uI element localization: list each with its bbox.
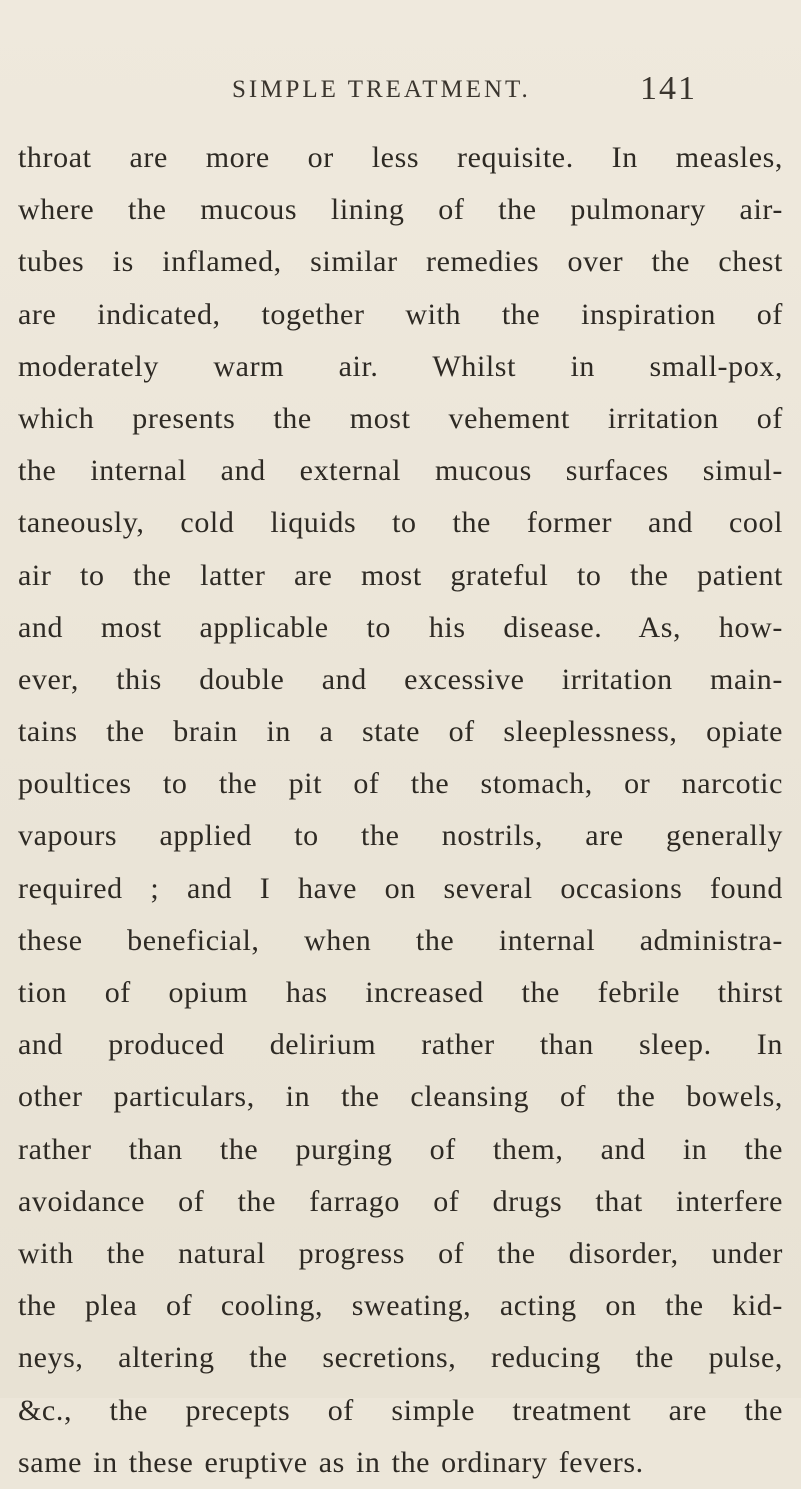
text-line: these beneficial, when the internal administra-	[18, 923, 783, 957]
page-number: 141	[640, 70, 697, 107]
text-line: rather than the purging of them, and in the	[18, 1132, 783, 1166]
text-line: same in these eruptive as in the ordinary fevers.	[18, 1445, 644, 1479]
text-line: are indicated, together with the inspiration of	[18, 297, 783, 331]
body-text	[18, 132, 783, 1489]
text-line: tion of opium has increased the febrile thirst	[18, 976, 783, 1009]
text-line: the internal and external mucous surfaces simul-	[18, 454, 783, 488]
text-line: vapours applied to the nostrils, are generally	[18, 819, 783, 853]
text-line: moderately warm air. Whilst in small-pox,	[18, 349, 783, 383]
text-line: &c., the precepts of simple treatment are the	[18, 1393, 783, 1427]
text-line: which presents the most vehement irritation of	[18, 401, 783, 435]
text-line: other particulars, in the cleansing of the bowels,	[18, 1080, 783, 1114]
text-line: throat are more or less requisite. In measles,	[18, 141, 783, 174]
text-line: neys, altering the secretions, reducing the pulse,	[18, 1341, 783, 1375]
text-line: required ; and I have on several occasions found	[18, 871, 783, 905]
text-line: taneously, cold liquids to the former and cool	[18, 506, 783, 540]
text-line: and produced delirium rather than sleep. In	[18, 1028, 783, 1062]
text-line: avoidance of the farrago of drugs that interfere	[18, 1184, 783, 1218]
text-line: ever, this double and excessive irritation main-	[18, 662, 783, 696]
text-line: with the natural progress of the disorder, under	[18, 1236, 783, 1270]
text-line: air to the latter are most grateful to the patient	[18, 558, 783, 592]
text-line: and most applicable to his disease. As, how-	[18, 610, 783, 644]
text-line: poultices to the pit of the stomach, or narcotic	[18, 767, 783, 801]
text-line: where the mucous lining of the pulmonary air-	[18, 193, 783, 227]
text-line: the plea of cooling, sweating, acting on the kid-	[18, 1289, 783, 1323]
running-title: SIMPLE TREATMENT.	[232, 76, 531, 103]
running-head	[0, 70, 801, 116]
text-line: tubes is inflamed, similar remedies over the chest	[18, 245, 783, 279]
text-line: tains the brain in a state of sleeplessness, opiate	[18, 715, 783, 749]
